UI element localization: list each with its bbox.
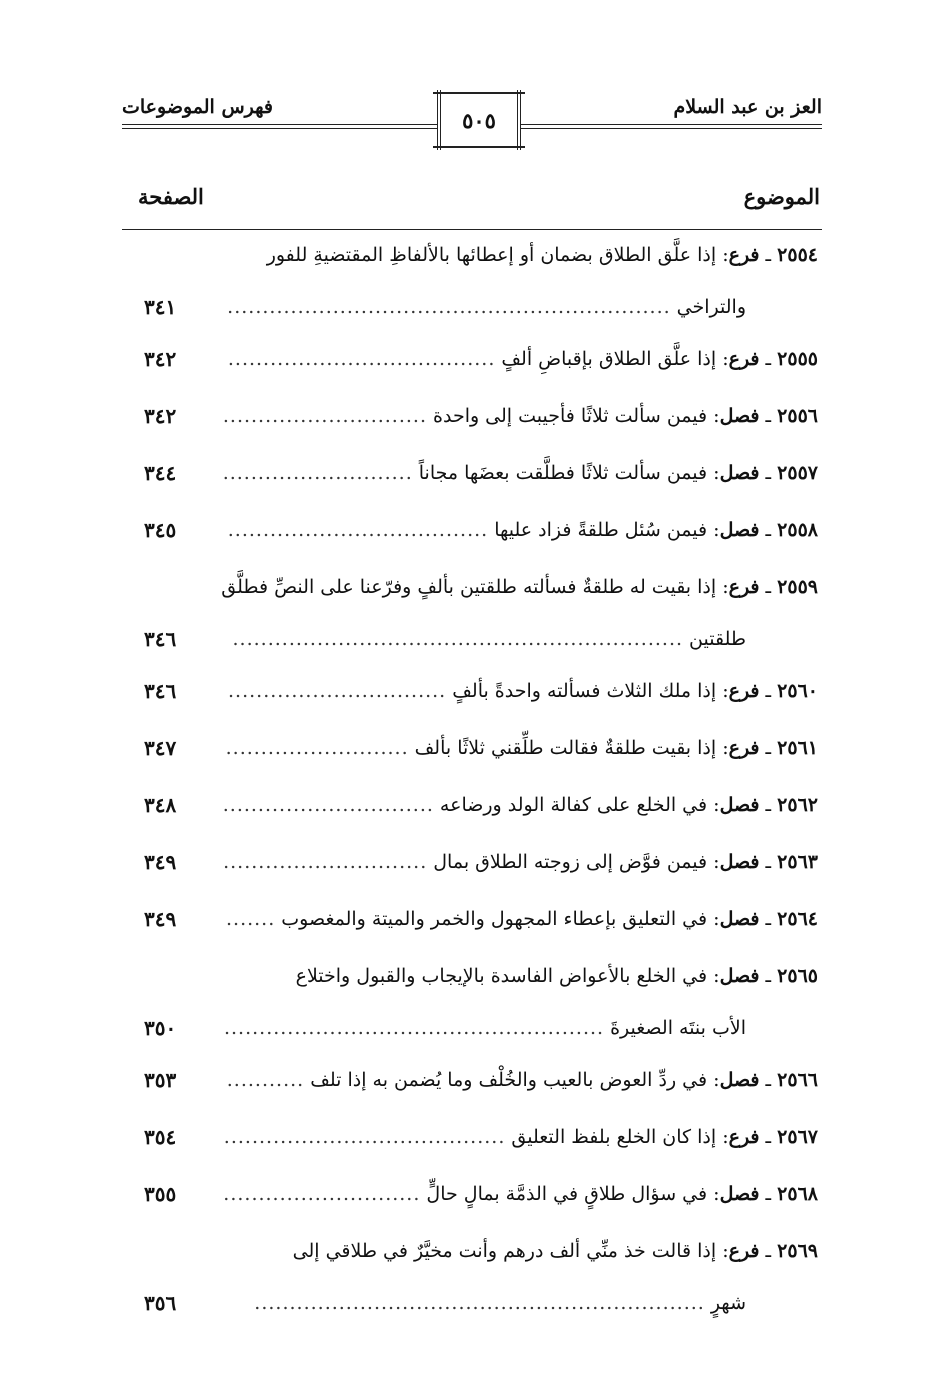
entry-colon: : [707, 1069, 720, 1091]
entry-title-line [223, 1178, 818, 1210]
entry-page-number: ٣٤٨ [144, 793, 177, 817]
entry-colon: : [707, 462, 720, 484]
entry-title-continuation [227, 291, 746, 323]
index-entry [122, 340, 822, 397]
entry-title-line [224, 1121, 818, 1153]
entry-colon: : [707, 794, 720, 816]
entry-title-continuation [233, 623, 747, 655]
entry-page-number: ٣٤٤ [144, 461, 177, 485]
entry-number: ٢٥٥٤ [777, 244, 818, 266]
entry-title-cont: والتراخي [676, 296, 746, 318]
entry-title: إذا علَّق الطلاق بضمان أو إعطائها بالألفاظِ المقتضيةِ للفور [266, 244, 717, 266]
entry-kind: فصل [719, 1183, 760, 1205]
page-column-heading: الصفحة [138, 184, 204, 209]
entry-title: إذا كان الخلع بلفظ التعليق [511, 1126, 717, 1148]
entry-separator: ـ [759, 405, 778, 427]
subject-column-heading: الموضوع [743, 184, 820, 209]
page-number-frame [437, 90, 521, 150]
entry-title: إذا ملك الثلاث فسألته واحدةً بألفٍ [452, 680, 717, 702]
entry-title: في الخلع على كفالة الولد ورضاعه [439, 794, 708, 816]
index-entry [122, 511, 822, 568]
entry-page-number: ٣٥٤ [144, 1125, 177, 1149]
column-headings [122, 180, 822, 220]
entry-title-line [226, 732, 818, 764]
entry-colon: : [707, 519, 720, 541]
entry-kind: فرع [728, 348, 760, 370]
entry-separator: ـ [759, 1183, 778, 1205]
entry-title-line [223, 457, 818, 489]
entry-separator: ـ [759, 1240, 778, 1262]
entry-separator: ـ [759, 794, 778, 816]
entry-page-number: ٣٤٥ [144, 518, 177, 542]
entry-title: فيمن سُئل طلقةً فزاد عليها [494, 519, 708, 541]
entry-title-line [267, 239, 818, 271]
entry-title-line [228, 343, 818, 375]
entry-title: إذا قالت خذ منِّي ألف درهم وأنت مخيَّرٌ في طلاقي إلى [292, 1240, 717, 1262]
entry-page-number: ٣٥٦ [144, 1291, 177, 1315]
entry-title-line [226, 903, 818, 935]
entry-separator: ـ [759, 462, 778, 484]
entry-kind: فصل [719, 908, 760, 930]
index-entry [122, 729, 822, 786]
entry-number: ٢٥٦٨ [777, 1183, 818, 1205]
leader-dots: ..................................... [227, 519, 489, 541]
entry-page-number: ٣٤١ [144, 295, 177, 319]
entry-title-line [227, 1064, 818, 1096]
entry-title: فيمن سألت ثلاثًا فطلَّقت بعضَها مجاناً [418, 462, 708, 484]
entry-page-number: ٣٥٥ [144, 1182, 177, 1206]
entry-title: إذا بقيت له طلقةٌ فسألته طلقتين بألفٍ وفرّعنا على النصِّ فطلَّق [221, 576, 717, 598]
entry-title: في التعليق بإعطاء المجهول والخمر والميتة والمغصوب [281, 908, 708, 930]
entry-kind: فصل [719, 519, 760, 541]
leader-dots: ............................. [223, 851, 428, 873]
entry-colon: : [707, 965, 720, 987]
heading-rule [122, 229, 822, 230]
entry-kind: فرع [728, 737, 760, 759]
entry-kind: فصل [719, 965, 760, 987]
entry-title-line [223, 400, 818, 432]
entry-title-cont: طلقتين [689, 628, 746, 650]
index-entry [122, 786, 822, 843]
entry-colon: : [716, 576, 729, 598]
entry-title-cont: شهرٍ [710, 1292, 746, 1314]
entry-colon: : [716, 737, 729, 759]
entry-page-number: ٣٤٦ [144, 679, 177, 703]
entry-separator: ـ [759, 519, 778, 541]
leader-dots: ........................... [222, 462, 413, 484]
entry-title-line [221, 571, 818, 603]
entry-title-line [223, 846, 818, 878]
entry-separator: ـ [759, 680, 778, 702]
leader-dots: ................................................................ [254, 1292, 705, 1314]
entry-separator: ـ [759, 576, 778, 598]
entry-kind: فصل [719, 462, 760, 484]
entry-title-line [296, 960, 818, 992]
entry-number: ٢٥٥٦ [777, 405, 818, 427]
entry-kind: فرع [728, 1240, 760, 1262]
entry-colon: : [716, 244, 729, 266]
entry-title-continuation [254, 1287, 746, 1319]
entry-page-number: ٣٤٢ [144, 404, 177, 428]
entry-separator: ـ [759, 348, 778, 370]
entry-title-continuation [224, 1012, 746, 1044]
leader-dots: ................................................................ [232, 628, 684, 650]
entry-colon: : [707, 405, 720, 427]
entry-kind: فصل [719, 405, 760, 427]
entry-kind: فرع [728, 244, 760, 266]
entry-title-line [223, 789, 818, 821]
entry-title: فيمن فوَّض إلى زوجته الطلاق بمال [433, 851, 708, 873]
entry-number: ٢٥٥٨ [777, 519, 818, 541]
entry-colon: : [716, 1126, 729, 1148]
index-entries [122, 236, 822, 1336]
index-entry [122, 1175, 822, 1232]
entry-number: ٢٥٦١ [777, 737, 818, 759]
index-entry [122, 843, 822, 900]
index-entry [122, 236, 822, 340]
entry-colon: : [707, 908, 720, 930]
index-entry [122, 1061, 822, 1118]
entry-kind: فصل [719, 794, 760, 816]
index-entry [122, 397, 822, 454]
index-entry [122, 454, 822, 511]
entry-page-number: ٣٤٩ [144, 907, 177, 931]
entry-separator: ـ [759, 1126, 778, 1148]
entry-number: ٢٥٥٩ [777, 576, 818, 598]
entry-title-cont: الأب بنتَه الصغيرةَ [610, 1017, 746, 1039]
entry-page-number: ٣٤٢ [144, 347, 177, 371]
entry-title-line [228, 675, 818, 707]
entry-title: فيمن سألت ثلاثًا فأجيبت إلى واحدة [433, 405, 708, 427]
entry-title: إذا علَّق الطلاق بإقباضِ ألفٍ [501, 348, 717, 370]
entry-title: في ردِّ العوض بالعيب والخُلْف وما يُضمن به إذا تلف [310, 1069, 708, 1091]
header-author: العز بن عبد السلام [673, 96, 822, 118]
entry-separator: ـ [759, 908, 778, 930]
leader-dots: ........................................ [223, 1126, 506, 1148]
entry-kind: فصل [719, 851, 760, 873]
leader-dots: ............................ [223, 1183, 421, 1205]
entry-kind: فصل [719, 1069, 760, 1091]
entry-number: ٢٥٦٠ [777, 680, 818, 702]
index-entry [122, 568, 822, 672]
entry-colon: : [707, 1183, 720, 1205]
leader-dots: .......................... [225, 737, 409, 759]
entry-number: ٢٥٦٧ [777, 1126, 818, 1148]
leader-dots: ...................................... [227, 348, 496, 370]
leader-dots: ....... [225, 908, 276, 930]
index-entry [122, 957, 822, 1061]
entry-separator: ـ [759, 965, 778, 987]
entry-number: ٢٥٦٥ [777, 965, 818, 987]
entry-number: ٢٥٥٧ [777, 462, 818, 484]
entry-kind: فرع [728, 576, 760, 598]
entry-kind: فرع [728, 680, 760, 702]
entry-number: ٢٥٦٦ [777, 1069, 818, 1091]
entry-title-line [228, 514, 818, 546]
entry-title-line [293, 1235, 818, 1267]
index-entry [122, 1118, 822, 1175]
entry-page-number: ٣٥٠ [144, 1016, 177, 1040]
entry-number: ٢٥٥٥ [777, 348, 818, 370]
entry-number: ٢٥٦٣ [777, 851, 818, 873]
leader-dots: ............................... [228, 680, 447, 702]
entry-page-number: ٣٥٣ [144, 1068, 177, 1092]
entry-title: في الخلع بالأعواض الفاسدة بالإيجاب والقبول واختلاع [295, 965, 708, 987]
header-section-title: فهرس الموضوعات [122, 96, 273, 118]
entry-separator: ـ [759, 851, 778, 873]
entry-number: ٢٥٦٢ [777, 794, 818, 816]
entry-colon: : [716, 348, 729, 370]
entry-title: في سؤال طلاقٍ في الذمَّة بمالٍ حالٍّ [426, 1183, 708, 1205]
index-entry [122, 1232, 822, 1336]
index-entry [122, 672, 822, 729]
entry-colon: : [707, 851, 720, 873]
entry-separator: ـ [759, 737, 778, 759]
entry-number: ٢٥٦٩ [777, 1240, 818, 1262]
entry-page-number: ٣٤٧ [144, 736, 177, 760]
entry-number: ٢٥٦٤ [777, 908, 818, 930]
leader-dots: ...................................................... [223, 1017, 605, 1039]
entry-kind: فرع [728, 1126, 760, 1148]
leader-dots: ............................................................... [227, 296, 671, 318]
leader-dots: ........... [226, 1069, 305, 1091]
entry-colon: : [716, 680, 729, 702]
leader-dots: .............................. [222, 794, 434, 816]
entry-page-number: ٣٤٦ [144, 627, 177, 651]
running-header [122, 90, 822, 160]
entry-page-number: ٣٤٩ [144, 850, 177, 874]
leader-dots: ............................. [222, 405, 428, 427]
entry-separator: ـ [759, 1069, 778, 1091]
entry-separator: ـ [759, 244, 778, 266]
page-number: ٥٠٥ [462, 107, 496, 133]
index-entry [122, 900, 822, 957]
entry-colon: : [716, 1240, 729, 1262]
entry-title: إذا بقيت طلقةٌ فقالت طلِّقني ثلاثًا بألف [414, 737, 717, 759]
